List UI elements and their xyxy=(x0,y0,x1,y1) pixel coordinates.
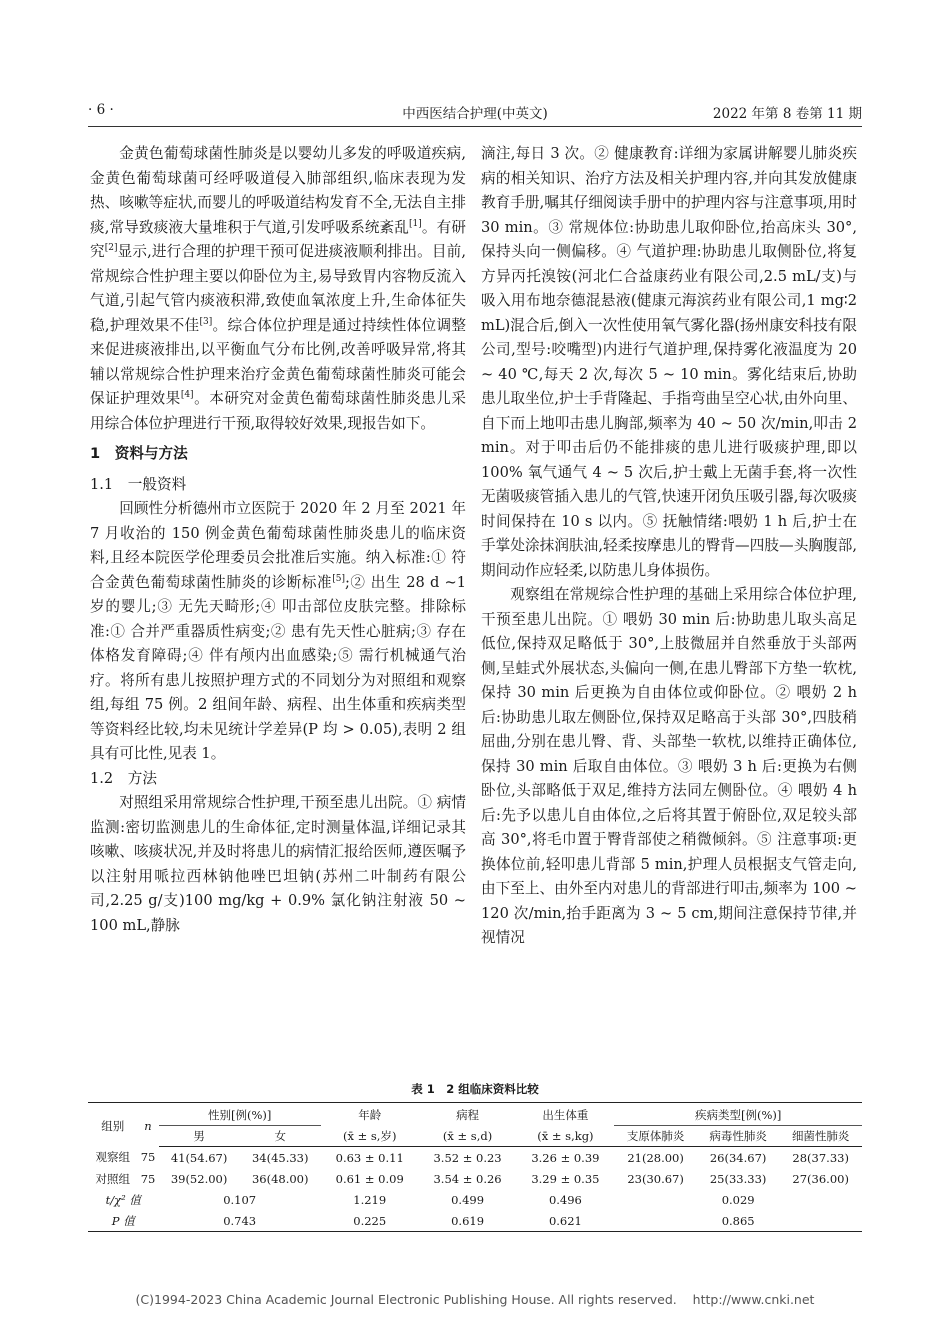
citation: [3] xyxy=(199,316,213,327)
col-group: 组别 xyxy=(88,1103,138,1147)
col-sex: 性别[例(%)] xyxy=(159,1103,321,1126)
intro-paragraph: 金黄色葡萄球菌性肺炎是以婴幼儿多发的呼吸道疾病,金黄色葡萄球菌可经呼吸道侵入肺部组织,临床表现为发热、咳嗽等症状,而婴儿的呼吸道结构发育不全,无法自主排痰,常导致痰液大量堆积于气道,引发呼吸系统紊乱[1]。有研究[2]显示,进行合理的护理干预可促进痰液顺利排出。目前,常规综合性护理主要以仰卧位为主,易导致胃内容物反流入气道,引起气管内痰液积滞,致使血氧浓度上升,生命体征失稳,护理效果不佳[3]。综合体位护理是通过持续性体位调整来促进痰液排出,以平衡血气分布比例,改善呼吸异常,将其辅以常规综合性护理来治疗金黄色葡萄球菌性肺炎可能会保证护理效果[4]。本研究对金黄色葡萄球菌性肺炎患儿采用综合体位护理进行干预,取得较好效果,现报告如下。 xyxy=(90,145,466,432)
general-data-paragraph: 回顾性分析德州市立医院于 2020 年 2 月至 2021 年 7 月收治的 150 例金黄色葡萄球菌性肺炎患儿的临床资料,且经本院医学伦理委员会批准后实施。纳入标准:① 符合金黄色葡萄球菌性肺炎的诊断标准[5];② 出生 28 d ~1 岁的婴儿;③ 无先天畸形;④ 叩击部位皮肤完整。排除标准:① 合并严重器质性病变;② 患有先天性心脏病;③ 存在体格发育障碍;④ 伴有颅内出血感染;⑤ 需行机械通气治疗。将所有患儿按照护理方式的不同划分为对照组和观察组,每组 75 例。2 组间年龄、病程、出生体重和疾病类型等资料经比较,均未见统计学差异(P 均 > 0.05),表明 2 组具有可比性,见表 1。 xyxy=(90,500,466,762)
col-type-2: 病毒性肺炎 xyxy=(697,1126,780,1147)
col-male: 男 xyxy=(159,1126,240,1147)
col-female: 女 xyxy=(240,1126,321,1147)
right-column xyxy=(481,142,857,951)
section-heading: 1 资料与方法 xyxy=(90,445,188,462)
col-type: 疾病类型[例(%)] xyxy=(614,1103,862,1126)
copyright-footer: (C)1994-2023 China Academic Journal Electronic Publishing House. All rights reserved. http://www.cnki.net xyxy=(135,1292,815,1307)
citation: [4] xyxy=(180,390,194,401)
table-row: 对照组 75 39(52.00) 36(48.00) 0.61 ± 0.09 3.54 ± 0.26 3.29 ± 0.35 23(30.67) 25(33.33) 27(36.00) xyxy=(95,1171,849,1186)
subsection-heading: 1.2 方法 xyxy=(90,769,157,787)
col-type-3: 细菌性肺炎 xyxy=(779,1126,862,1147)
col-weight: 出生体重 xyxy=(516,1103,614,1126)
control-group-paragraph: 滴注,每日 3 次。② 健康教育:详细为家属讲解婴儿肺炎疾病的相关知识、治疗方法及相关护理内容,并向其发放健康教育手册,嘱其仔细阅读手册中的护理内容与注意事项,用时 30 min。③ 常规体位:协助患儿取仰卧位,抬高床头 30°,保持头向一侧偏移。④ 气道护理:协助患儿取侧卧位,将复方异丙托溴铵(河北仁合益康药业有限公司,2.5 mL/支)与吸入用布地奈德混悬液(健康元海滨药业有限公司,1 mg∶2 mL)混合后,倒入一次性使用氧气雾化器(扬州康安科技有限公司,型号:咬嘴型)内进行气道护理,保持雾化液温度为 20 ~ 40 ℃,每天 2 次,每次 5 ~ 10 min。雾化结束后,协助患儿取坐位,护士手背隆起、手指弯曲呈空心状,由外向里、自下而上地叩击患儿胸部,频率为 40 ~ 50 次/min,叩击 2 min。对于叩击后仍不能排痰的患儿进行吸痰护理,即以 100% 氧气通气 4 ~ 5 次后,护士戴上无菌手套,将一次性无菌吸痰管插入患儿的气管,快速开闭负压吸引器,每次吸痰时间保持在 10 s 以内。⑤ 抚触情绪:喂奶 1 h 后,护士在手掌处涂抹润肤油,轻柔按摩患儿的臀背—四肢—头胸腹部,期间动作应轻柔,以防患儿身体损伤。 xyxy=(481,145,857,579)
col-type-1: 支原体肺炎 xyxy=(614,1126,697,1147)
col-age-unit: (x̄ ± s,岁) xyxy=(321,1126,419,1147)
observation-group-paragraph: 观察组在常规综合性护理的基础上采用综合体位护理,干预至患儿出院。① 喂奶 30 min 后:协助患儿取头高足低位,保持双足略低于 30°,上肢微屈并自然垂放于头部两侧,呈蛙式外展状态,头偏向一侧,在患儿臀部下方垫一软枕,保持 30 min 后更换为自由体位或仰卧位。② 喂奶 2 h 后:协助患儿取左侧卧位,保持双足略高于头部 30°,四肢稍屈曲,分别在患儿臀、背、头部垫一软枕,以维持正确体位,保持 30 min 后取自由体位。③ 喂奶 3 h 后:更换为右侧卧位,头部略低于双足,维持方法同左侧卧位。④ 喂奶 4 h 后:先予以患儿自由体位,之后将其置于俯卧位,双足较头部高 30°,将毛巾置于臀背部使之稍微倾斜。⑤ 注意事项:更换体位前,轻叩患儿背部 5 min,护理人员根据支气管走向,由下至上、由外至内对患儿的背部进行叩击,频率为 100 ~ 120 次/min,抬手距离为 3 ~ 5 cm,期间注意保持节律,并视情况 xyxy=(481,586,857,946)
clinical-data-table xyxy=(88,1102,862,1232)
citation: [5] xyxy=(332,573,345,584)
col-age: 年龄 xyxy=(321,1103,419,1126)
col-n: n xyxy=(138,1103,159,1147)
table-row-p: P 值 0.743 0.225 0.619 0.621 0.865 xyxy=(88,1210,862,1232)
citation: [2] xyxy=(104,243,118,254)
citation: [1] xyxy=(409,218,422,229)
col-course: 病程 xyxy=(419,1103,517,1126)
col-course-unit: (x̄ ± s,d) xyxy=(419,1126,517,1147)
left-column xyxy=(90,142,466,938)
table-row-stat: t/χ² 值 0.107 1.219 0.499 0.496 0.029 xyxy=(105,1192,755,1207)
table-caption: 表 1 2 组临床资料比较 xyxy=(411,1082,539,1096)
running-header xyxy=(88,100,862,127)
table-row: 观察组 75 41(54.67) 34(45.33) 0.63 ± 0.11 3.52 ± 0.23 3.26 ± 0.39 21(28.00) 26(34.67) 28(37.33) xyxy=(95,1150,849,1165)
issue-info: 2022 年第 8 卷第 11 期 xyxy=(712,106,862,122)
col-weight-unit: (x̄ ± s,kg) xyxy=(516,1126,614,1147)
journal-title: 中西医结合护理(中英文) xyxy=(402,106,548,122)
subsection-heading: 1.1 一般资料 xyxy=(90,475,187,493)
page-number: · 6 · xyxy=(88,102,114,118)
methods-paragraph: 对照组采用常规综合性护理,干预至患儿出院。① 病情监测:密切监测患儿的生命体征,定时测量体温,详细记录其咳嗽、咳痰状况,并及时将患儿的病情汇报给医师,遵医嘱予以注射用哌拉西林钠他唑巴坦钠(苏州二叶制药有限公司,2.25 g/支)100 mg/kg + 0.9% 氯化钠注射液 50 ~ 100 mL,静脉 xyxy=(90,794,466,934)
